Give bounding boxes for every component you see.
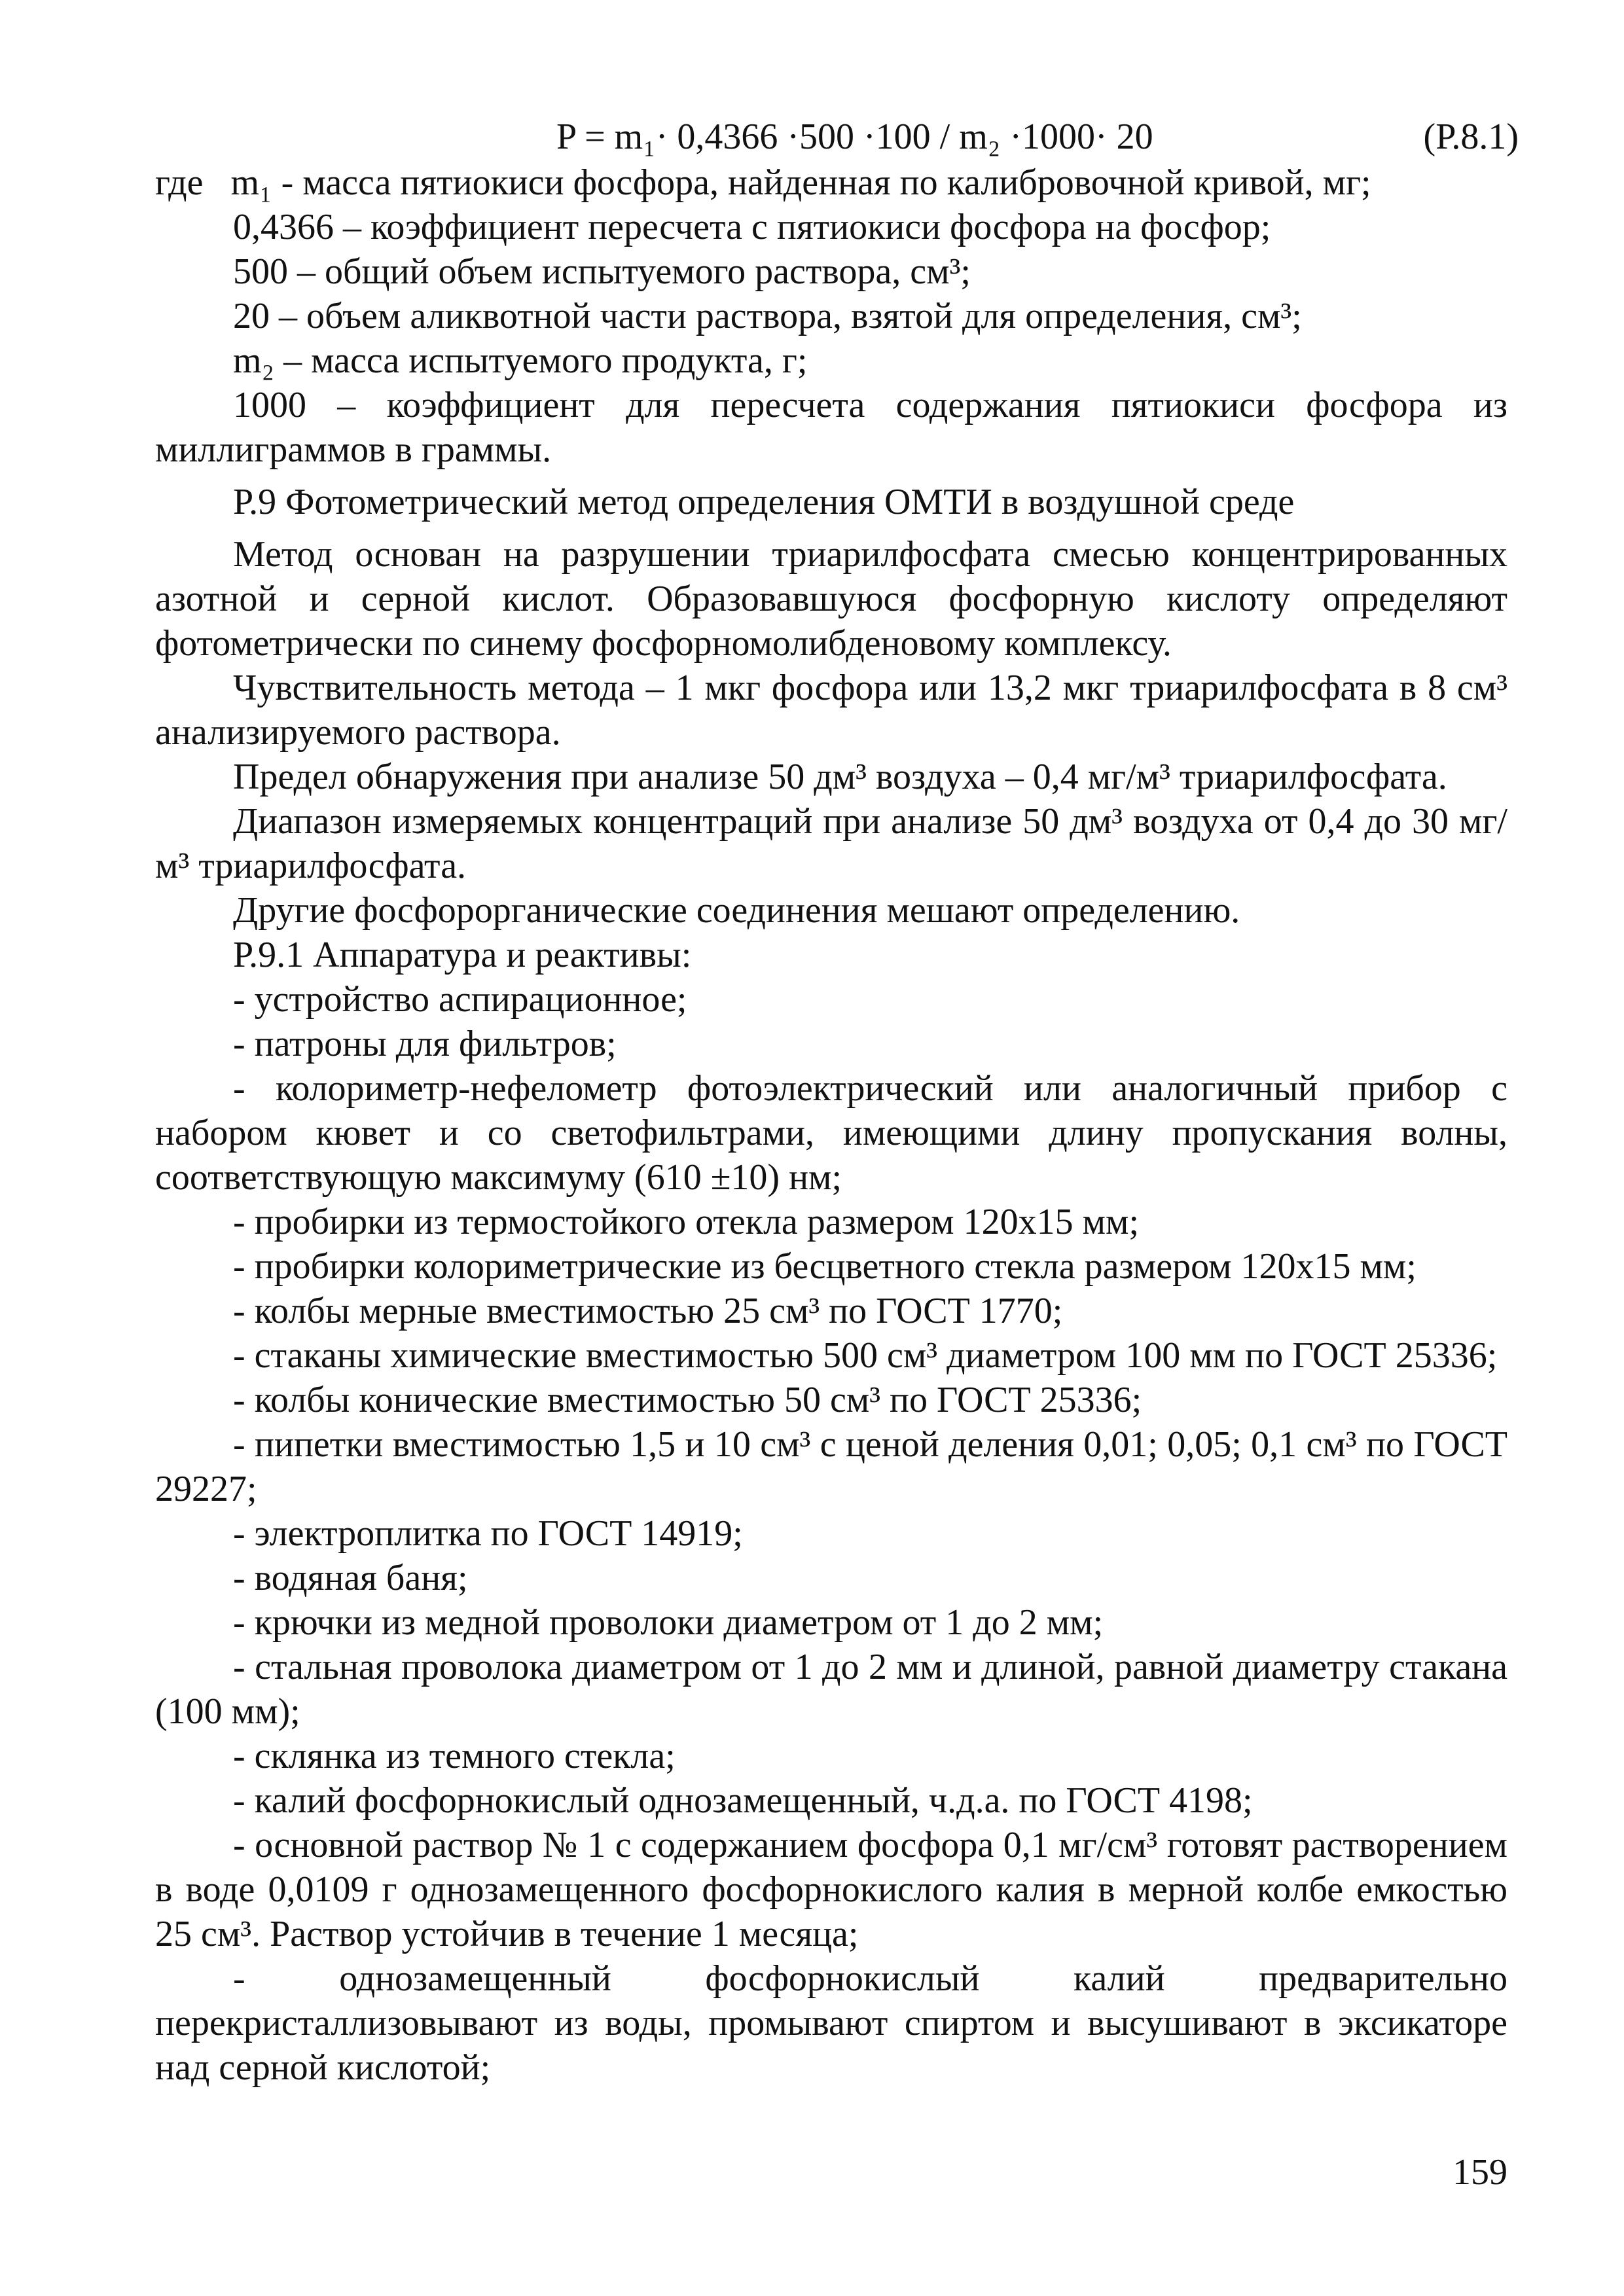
list-item: - колбы конические вместимостью 50 см³ по ГОСТ 25336; — [233, 1380, 1142, 1420]
page-number: 159 — [1453, 2152, 1507, 2193]
list-item: - патроны для фильтров; — [233, 1024, 617, 1064]
list-item: - пробирки колориметрические из бесцветного стекла размером 120х15 мм; — [233, 1246, 1416, 1287]
formula-number: (Р.8.1) — [1423, 117, 1519, 157]
subsection-heading: Р.9.1 Аппаратура и реактивы: — [233, 935, 692, 975]
list-item: - электроплитка по ГОСТ 14919; — [233, 1513, 743, 1554]
definition-m1-desc: - масса пятиокиси фосфора, найденная по калибровочной кривой, мг; — [272, 162, 1371, 203]
list-item: - колбы мерные вместимостью 25 см³ по ГОСТ 1770; — [233, 1291, 1063, 1331]
definition-lead: где — [155, 162, 204, 203]
definition-m1-symbol: m₁ — [230, 162, 272, 203]
definition-m1 — [155, 160, 1507, 205]
list-item: - калий фосфорнокислый однозамещенный, ч.д.а. по ГОСТ 4198; — [233, 1780, 1253, 1821]
list-item: - водяная баня; — [233, 1558, 468, 1598]
definition-item: 0,4366 – коэффициент пересчета с пятиокиси фосфора на фосфор; — [233, 207, 1271, 247]
paragraph: Предел обнаружения при анализе 50 дм³ воздуха – 0,4 мг/м³ триарилфосфата. — [233, 757, 1447, 797]
list-item: - пробирки из термостойкого отекла размером 120х15 мм; — [233, 1202, 1140, 1242]
body-text — [155, 160, 1507, 2090]
list-item: - крючки из медной проволоки диаметром от 1 до 2 мм; — [233, 1602, 1104, 1643]
section-heading: Р.9 Фотометрический метод определения ОМТИ в воздушной среде — [233, 482, 1295, 522]
list-item: - пипетки вместимостью 1,5 и 10 см³ с ценой деления 0,01; 0,05; 0,1 см³ по ГОСТ 29227; — [155, 1424, 1507, 1509]
paragraph: Другие фосфорорганические соединения мешают определению. — [233, 890, 1240, 931]
definition-item: 1000 – коэффициент для пересчета содержания пятиокиси фосфора из миллиграммов в граммы. — [155, 385, 1507, 470]
list-item: - устройство аспирационное; — [233, 979, 687, 1020]
definition-item: 500 – общий объем испытуемого раствора, см³; — [233, 251, 971, 292]
list-item: - колориметр-нефелометр фотоэлектрический или аналогичный прибор с набором кювет и со светофильтрами, имеющими длину пропускания волны, соответствующую максимуму (610 ±10) нм; — [155, 1068, 1507, 1198]
list-item: - основной раствор № 1 с содержанием фосфора 0,1 мг/см³ готовят растворением в воде 0,0109 г однозамещенного фосфорнокислого калия в мерной колбе емкостью 25 см³. Раствор устойчив в течение 1 месяца; — [155, 1825, 1507, 1954]
paragraph: Метод основан на разрушении триарилфосфата смесью концентрированных азотной и серной кислот. Образовавшуюся фосфорную кислоту определяют фотометрически по синему фосфорномолибденовому комплексу. — [155, 534, 1507, 664]
formula-expression: P = m₁· 0,4366 ·500 ·100 / m₂ ·1000· 20 — [556, 117, 1153, 157]
definition-item: m₂ – масса испытуемого продукта, г; — [233, 340, 808, 381]
list-item: - склянка из темного стекла; — [233, 1736, 676, 1776]
definition-item: 20 – объем аликвотной части раствора, взятой для определения, см³; — [233, 296, 1302, 336]
paragraph: Чувствительность метода – 1 мкг фосфора или 13,2 мкг триарилфосфата в 8 см³ анализируемого раствора. — [155, 668, 1507, 753]
formula-line — [556, 115, 1519, 160]
paragraph: Диапазон измеряемых концентраций при анализе 50 дм³ воздуха от 0,4 до 30 мг/м³ триарилфосфата. — [155, 801, 1507, 886]
list-item: - стаканы химические вместимостью 500 см³ диаметром 100 мм по ГОСТ 25336; — [233, 1335, 1498, 1376]
list-item: - однозамещенный фосфорнокислый калий предварительно перекристаллизовывают из воды, промывают спиртом и высушивают в эксикаторе над серной кислотой; — [155, 1958, 1507, 2088]
list-item: - стальная проволока диаметром от 1 до 2 мм и длиной, равной диаметру стакана (100 мм); — [155, 1647, 1507, 1732]
